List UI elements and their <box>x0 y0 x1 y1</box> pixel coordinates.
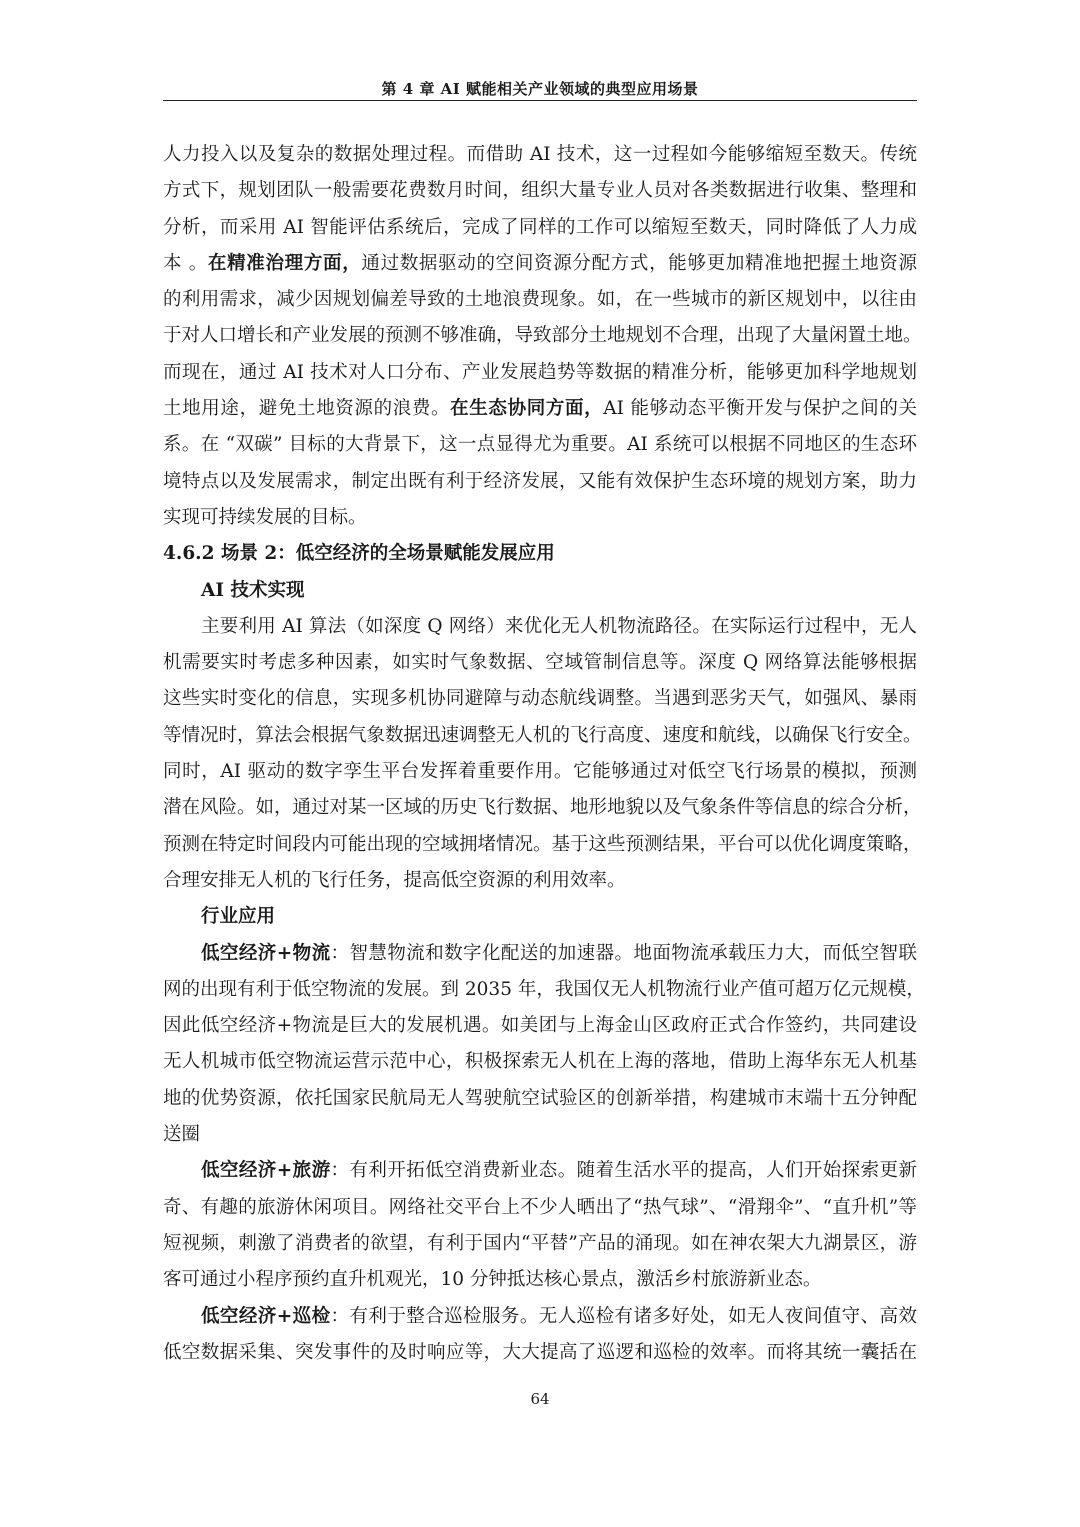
paragraph-line: 潜在风险。如，通过对某一区域的历史飞行数据、地形地貌以及气象条件等信息的综合分析， <box>163 797 922 819</box>
bold-lead-in: 低空经济+物流 <box>201 942 331 964</box>
paragraph-line: 方式下，规划团队一般需要花费数月时间，组织大量专业人员对各类数据进行收集、整理和 <box>163 180 917 202</box>
paragraph-line: 人力投入以及复杂的数据处理过程。而借助 AI 技术，这一过程如今能够缩短至数天。传统 <box>163 144 917 165</box>
paragraph-line: 系。在 “双碳” 目标的大背景下，这一点显得尤为重要。AI 系统可以根据不同地区的生态环 <box>163 434 917 456</box>
paragraph-line: 送圈 <box>163 1124 201 1146</box>
paragraph-line: 等情况时，算法会根据气象数据迅速调整无人机的飞行高度、速度和航线，以确保飞行安全。 <box>163 724 922 746</box>
paragraph-line: 这些实时变化的信息，实现多机协同避障与动态航线调整。当遇到恶劣天气，如强风、暴雨 <box>163 688 917 710</box>
paragraph-line <box>163 936 917 972</box>
paragraph-line: 而现在，通过 AI 技术对人口分布、产业发展趋势等数据的精准分析，能够更加科学地规划 <box>163 361 917 383</box>
page-number: 64 <box>530 1390 550 1408</box>
bold-lead-in: 低空经济+旅游 <box>201 1160 331 1182</box>
paragraph-line <box>163 1153 917 1189</box>
paragraph-line: 奇、有趣的旅游休闲项目。网络社交平台上不少人晒出了“热气球”、“滑翔伞”、“直升机”等 <box>163 1196 917 1218</box>
paragraph-line: 机需要实时考虑多种因素，如实时气象数据、空域管制信息等。深度 Q 网络算法能够根据 <box>163 652 917 674</box>
subheading: AI 技术实现 <box>201 579 305 601</box>
text-run: 通过数据驱动的空间资源分配方式，能够更加精准地把握土地资源 <box>361 252 917 274</box>
paragraph-line: 的利用需求，减少因规划偏差导致的土地浪费现象。如，在一些城市的新区规划中，以往由 <box>163 289 917 311</box>
bold-lead-in: 在精准治理方面， <box>207 252 362 274</box>
paragraph-line: 于对人口增长和产业发展的预测不够准确，导致部分土地规划不合理，出现了大量闲置土地。 <box>163 325 922 347</box>
paragraph-line: 低空数据采集、突发事件的及时响应等，大大提高了巡逻和巡检的效率。而将其统一囊括在 <box>163 1341 917 1363</box>
paragraph-line: 分析，而采用 AI 智能评估系统后，完成了同样的工作可以缩短至数天，同时降低了人力成 <box>163 216 917 238</box>
bold-lead-in: 低空经济+巡检 <box>201 1305 331 1327</box>
paragraph-line <box>163 391 917 427</box>
page-body <box>163 137 925 1371</box>
paragraph-line: 预测在特定时间段内可能出现的空域拥堵情况。基于这些预测结果，平台可以优化调度策略， <box>163 833 922 855</box>
text-run: ：有利于整合巡检服务。无人巡检有诸多好处，如无人夜间值守、高效 <box>330 1305 917 1327</box>
paragraph-line: 合理安排无人机的飞行任务，提高低空资源的利用效率。 <box>163 869 626 891</box>
paragraph-line: 客可通过小程序预约直升机观光，10 分钟抵达核心景点，激活乡村旅游新业态。 <box>163 1269 822 1291</box>
paragraph-line <box>163 246 917 282</box>
text-run: 土地用途，避免土地资源的浪费。 <box>163 398 451 420</box>
bold-lead-in: 在生态协同方面， <box>450 398 604 420</box>
paragraph-line: 境特点以及发展需求，制定出既有利于经济发展，又能有效保护生态环境的规划方案，助力 <box>163 470 917 492</box>
running-header: 第 4 章 AI 赋能相关产业领域的典型应用场景 <box>381 80 699 98</box>
text-run: AI 能够动态平衡开发与保护之间的关 <box>603 398 917 420</box>
paragraph-line <box>163 1299 917 1335</box>
paragraph-line: 同时，AI 驱动的数字孪生平台发挥着重要作用。它能够通过对低空飞行场景的模拟，预测 <box>163 761 917 783</box>
paragraph-line: 无人机城市低空物流运营示范中心，积极探索无人机在上海的落地，借助上海华东无人机基 <box>163 1051 917 1073</box>
text-run: ：有利开拓低空消费新业态。随着生活水平的提高，人们开始探索更新 <box>330 1160 917 1182</box>
paragraph-line: 网的出现有利于低空物流的发展。到 2035 年，我国仅无人机物流行业产值可超万亿元规模， <box>163 978 925 1000</box>
paragraph-line: 短视频，刺激了消费者的欲望，有利于国内“平替”产品的涌现。如在神农架大九湖景区，游 <box>163 1232 917 1254</box>
subheading: 行业应用 <box>201 906 276 928</box>
paragraph-line: 主要利用 AI 算法（如深度 Q 网络）来优化无人机物流路径。在实际运行过程中，无人 <box>201 615 917 637</box>
section-heading: 4.6.2 场景 2：低空经济的全场景赋能发展应用 <box>163 543 555 565</box>
paragraph-line: 地的优势资源，依托国家民航局无人驾驶航空试验区的创新举措，构建城市末端十五分钟配 <box>163 1087 917 1109</box>
header-divider <box>163 100 917 101</box>
paragraph-line: 实现可持续发展的目标。 <box>163 506 367 528</box>
text-run: 本 。 <box>163 252 208 274</box>
text-run: ：智慧物流和数字化配送的加速器。地面物流承载压力大，而低空智联 <box>330 942 917 964</box>
paragraph-line: 因此低空经济+物流是巨大的发展机遇。如美团与上海金山区政府正式合作签约，共同建设 <box>163 1015 917 1037</box>
